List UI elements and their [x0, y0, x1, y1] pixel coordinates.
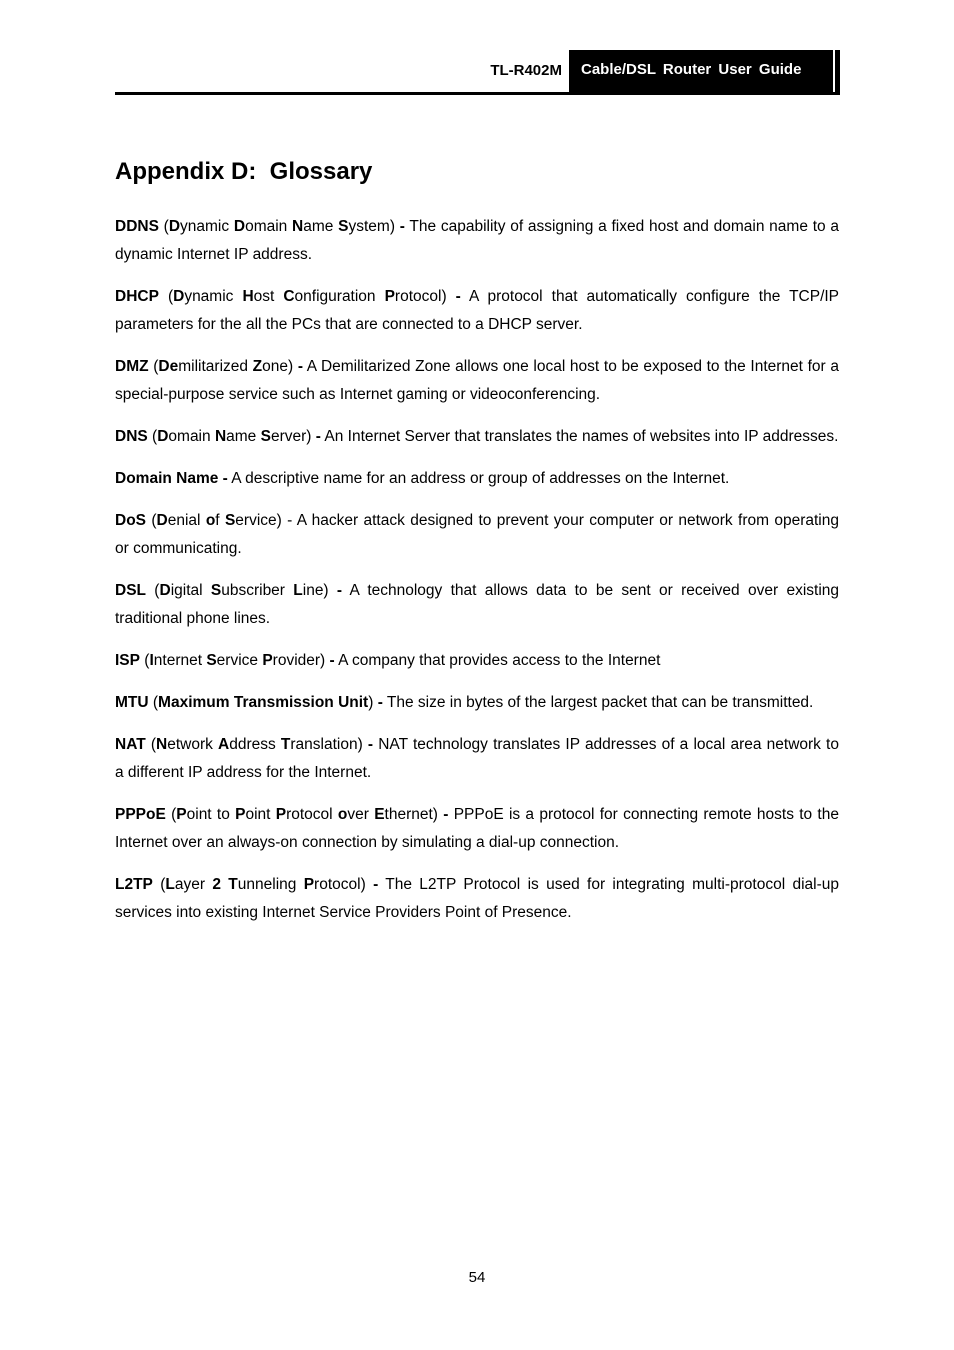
entry-text: enial [167, 512, 206, 529]
bold-text: D [157, 428, 169, 445]
entry-text: The L2TP Protocol is used for integrating multi-protocol dial-up services into existing Internet Service Providers Point of Presence. [115, 876, 840, 921]
entry-text: A descriptive name for an address or group of addresses on the Internet. [227, 470, 730, 487]
entry-text: rotocol) [394, 288, 456, 305]
entry-text: erver) [270, 428, 316, 445]
entry-text: ilitarized [191, 358, 253, 375]
entry-text: ynamic [184, 288, 243, 305]
entry-text: ) [368, 694, 378, 711]
bold-text: - [377, 694, 383, 711]
bold-text: - [315, 428, 321, 445]
bold-text: Z [252, 358, 263, 375]
bold-text: P [275, 806, 287, 823]
bold-text: A [218, 736, 230, 753]
entry-text: ( [158, 288, 174, 305]
entry-text: NAT technology translates IP addresses of a local area network to a different IP address for the Internet. [115, 736, 839, 781]
glossary-entry [115, 423, 839, 451]
entry-text: The capability of assigning a fixed host and domain name to a dynamic Internet IP address. [115, 218, 839, 263]
entry-text: A technology that allows data to be sent or received over existing traditional phone lines. [115, 582, 839, 627]
glossary-entry [115, 353, 839, 409]
glossary-entry [115, 871, 839, 927]
bold-text: L2TP [115, 876, 153, 893]
bold-text: o [337, 806, 348, 823]
bold-text: Maximum Transmission Unit [158, 694, 369, 711]
glossary-entry [115, 801, 839, 857]
entry-text: omain [245, 218, 293, 235]
bold-text: NAT [115, 736, 146, 753]
glossary-entry [115, 647, 839, 675]
bold-text: DNS [115, 428, 148, 445]
page-header [115, 50, 840, 95]
glossary-list [115, 213, 839, 941]
glossary-entry [115, 283, 839, 339]
entry-text: ( [146, 512, 157, 529]
glossary-entry [115, 577, 839, 633]
entry-text: ervice [216, 652, 263, 669]
bold-text: D [159, 582, 171, 599]
entry-text: ayer [174, 876, 213, 893]
entry-text: ranslation) [290, 736, 368, 753]
entry-text: thernet) [384, 806, 444, 823]
entry-text: m [178, 358, 192, 375]
bold-text: N [156, 736, 168, 753]
page-title: Appendix D: Glossary [115, 158, 373, 185]
glossary-entry [115, 507, 839, 563]
bold-text: - [455, 288, 461, 305]
bold-text: DoS [115, 512, 146, 529]
bold-text: D [173, 288, 185, 305]
bold-text: I [149, 652, 154, 669]
bold-text: ISP [115, 652, 140, 669]
entry-text: unneling [237, 876, 304, 893]
glossary-entry [115, 689, 839, 717]
bold-text: Domain Name - [115, 470, 228, 487]
entry-text: ver [347, 806, 375, 823]
entry-text: one) [262, 358, 298, 375]
bold-text: - [367, 736, 374, 753]
bold-text: P [303, 876, 315, 893]
bold-text: T [280, 736, 291, 753]
bold-text: DMZ [115, 358, 149, 375]
entry-text: omain [168, 428, 215, 445]
bold-text: S [260, 428, 271, 445]
entry-text: rotocol) [314, 876, 374, 893]
entry-text: ubscriber [221, 582, 294, 599]
entry-text: A company that provides access to the Internet [334, 652, 661, 669]
entry-text: ynamic [180, 218, 234, 235]
bold-text: S [210, 582, 222, 599]
entry-text: ( [152, 876, 166, 893]
entry-text: rovider) [272, 652, 330, 669]
entry-text: PPPoE is a protocol for connecting remote hosts to the Internet over an always-on connection by simulating a dial-up connection. [115, 806, 839, 851]
bold-text: De [158, 358, 179, 375]
entry-text: f [215, 512, 225, 529]
glossary-entry [115, 213, 839, 269]
entry-text: The size in bytes of the largest packet that can be transmitted. [382, 694, 814, 711]
entry-text: oint [245, 806, 276, 823]
entry-text: etwork [167, 736, 219, 753]
bold-text: o [205, 512, 216, 529]
entry-text: ( [158, 218, 169, 235]
bold-text: H [242, 288, 254, 305]
entry-text: ame [226, 428, 261, 445]
bold-text: N [292, 218, 304, 235]
entry-text: A protocol that automatically configure the TCP/IP parameters for the all the PCs that are connected to a DHCP server. [115, 288, 840, 333]
entry-text: ( [147, 428, 158, 445]
entry-text: ( [148, 694, 159, 711]
entry-text: onfiguration [294, 288, 385, 305]
bold-text: P [235, 806, 246, 823]
bold-text: DSL [115, 582, 146, 599]
glossary-entry [115, 731, 839, 787]
bold-text: S [338, 218, 349, 235]
bold-text: N [214, 428, 227, 445]
entry-text: ost [253, 288, 284, 305]
entry-text: ( [165, 806, 177, 823]
bold-text: L [293, 582, 303, 599]
bold-text: DDNS [115, 218, 159, 235]
entry-text: ddress [229, 736, 281, 753]
glossary-entry [115, 465, 839, 493]
entry-text: nternet [153, 652, 207, 669]
bold-text: P [176, 806, 187, 823]
entry-text: ( [148, 358, 159, 375]
bold-text: PPPoE [115, 806, 166, 823]
bold-text: S [206, 652, 217, 669]
header-model: TL-R402M [490, 62, 562, 79]
bold-text: S [224, 512, 236, 529]
entry-text: ine) [302, 582, 337, 599]
entry-text: ( [139, 652, 150, 669]
bold-text: D [233, 218, 246, 235]
entry-text: A Demilitarized Zone allows one local host to be exposed to the Internet for a special-purpose service such as Internet gaming or videoconferencing. [115, 358, 839, 403]
bold-text: - [443, 806, 449, 823]
bold-text: - [399, 218, 405, 235]
header-guide-title: Cable/DSL Router User Guide [569, 50, 840, 92]
bold-text: - [329, 652, 335, 669]
bold-text: - [336, 582, 343, 599]
bold-text: 2 [212, 876, 221, 893]
bold-text: - [297, 358, 303, 375]
entry-text: oint to [186, 806, 236, 823]
page-number: 54 [468, 1269, 486, 1286]
entry-text: ervice) - A hacker attack designed to prevent your computer or network from operating or communicating. [115, 512, 839, 557]
entry-text: ( [146, 582, 160, 599]
bold-text: D [168, 218, 181, 235]
entry-text: ystem) [348, 218, 400, 235]
entry-text: igital [170, 582, 211, 599]
bold-text: E [374, 806, 385, 823]
entry-text: ame [303, 218, 339, 235]
bold-text: D [156, 512, 168, 529]
entry-text: rotocol [286, 806, 338, 823]
bold-text: L [165, 876, 175, 893]
bold-text: DHCP [115, 288, 159, 305]
bold-text: P [384, 288, 395, 305]
bold-text: C [283, 288, 295, 305]
entry-text: An Internet Server that translates the names of websites into IP addresses. [320, 428, 839, 445]
bold-text: - [373, 876, 379, 893]
bold-text: T [228, 876, 238, 893]
bold-text: P [262, 652, 273, 669]
bold-text: MTU [115, 694, 149, 711]
entry-text: ( [145, 736, 157, 753]
